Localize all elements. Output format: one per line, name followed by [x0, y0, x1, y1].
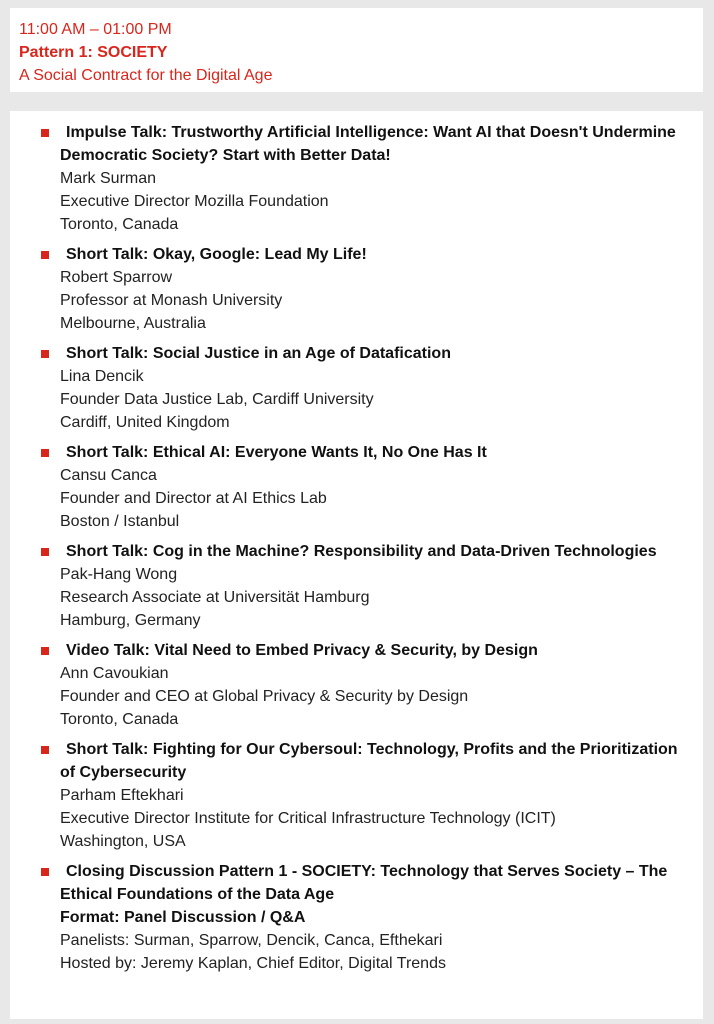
speaker-location: Melbourne, Australia — [60, 315, 206, 332]
speaker-role: Founder and Director at AI Ethics Lab — [60, 490, 327, 507]
talk-title: Short Talk: Cog in the Machine? Responsibility and Data-Driven Technologies — [66, 543, 657, 560]
speaker-role: Executive Director Mozilla Foundation — [60, 193, 329, 210]
bullet-icon — [41, 251, 49, 259]
panelists: Panelists: Surman, Sparrow, Dencik, Canca, Efthekari — [60, 932, 443, 949]
talk-title: Impulse Talk: Trustworthy Artificial Intelligence: Want AI that Doesn't Undermine Democratic Society? Start with Better Data! — [60, 124, 676, 164]
speaker-name: Parham Eftekhari — [60, 787, 184, 804]
talk-title: Short Talk: Okay, Google: Lead My Life! — [66, 246, 367, 263]
speaker-name: Pak-Hang Wong — [60, 566, 178, 583]
talk-title: Closing Discussion Pattern 1 - SOCIETY: Technology that Serves Society – The Ethical Foundations of the Data Age — [60, 863, 668, 903]
list-item — [60, 738, 683, 853]
speaker-name: Lina Dencik — [60, 368, 144, 385]
list-item — [60, 540, 683, 632]
speaker-location: Cardiff, United Kingdom — [60, 414, 230, 431]
pattern-subtitle: A Social Contract for the Digital Age — [19, 67, 273, 84]
session-header-card — [10, 8, 703, 92]
bullet-icon — [41, 350, 49, 358]
bullet-icon — [41, 129, 49, 137]
speaker-name: Cansu Canca — [60, 467, 157, 484]
talk-title: Short Talk: Ethical AI: Everyone Wants It, No One Has It — [66, 444, 487, 461]
speaker-role: Founder and CEO at Global Privacy & Security by Design — [60, 688, 469, 705]
list-item — [60, 441, 683, 533]
speaker-role: Founder Data Justice Lab, Cardiff University — [60, 391, 374, 408]
bullet-icon — [41, 868, 49, 876]
pattern-title: Pattern 1: SOCIETY — [19, 44, 168, 61]
speaker-location: Toronto, Canada — [60, 711, 179, 728]
speaker-location: Boston / Istanbul — [60, 513, 180, 530]
session-format: Format: Panel Discussion / Q&A — [60, 909, 306, 926]
speaker-name: Ann Cavoukian — [60, 665, 169, 682]
host: Hosted by: Jeremy Kaplan, Chief Editor, Digital Trends — [60, 955, 446, 972]
time-range: 11:00 AM – 01:00 PM — [19, 21, 172, 38]
list-item — [60, 342, 683, 434]
speaker-role: Professor at Monash University — [60, 292, 283, 309]
talk-title: Video Talk: Vital Need to Embed Privacy & Security, by Design — [66, 642, 538, 659]
list-item — [60, 121, 683, 236]
speaker-name: Mark Surman — [60, 170, 157, 187]
list-item — [60, 639, 683, 731]
talk-title: Short Talk: Social Justice in an Age of Datafication — [66, 345, 451, 362]
speaker-role: Executive Director Institute for Critical Infrastructure Technology (ICIT) — [60, 810, 556, 827]
speaker-role: Research Associate at Universität Hamburg — [60, 589, 370, 606]
bullet-icon — [41, 746, 49, 754]
sessions-list — [10, 111, 703, 1019]
bullet-icon — [41, 647, 49, 655]
bullet-icon — [41, 449, 49, 457]
bullet-icon — [41, 548, 49, 556]
list-item — [60, 243, 683, 335]
speaker-location: Washington, USA — [60, 833, 186, 850]
speaker-name: Robert Sparrow — [60, 269, 173, 286]
speaker-location: Hamburg, Germany — [60, 612, 201, 629]
speaker-location: Toronto, Canada — [60, 216, 179, 233]
list-item-closing-discussion — [60, 860, 683, 975]
talk-title: Short Talk: Fighting for Our Cybersoul: Technology, Profits and the Prioritization of Cybersecurity — [60, 741, 678, 781]
